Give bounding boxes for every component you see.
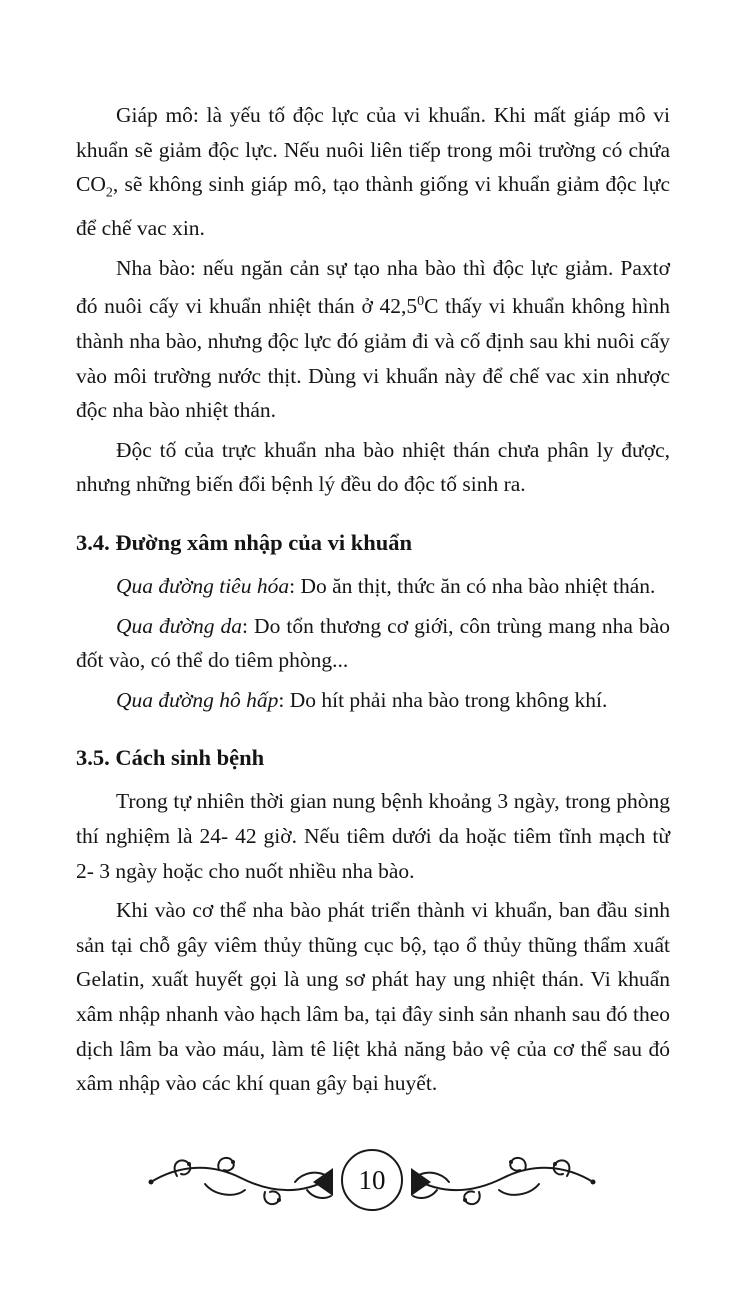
paragraph-giap-mo bbox=[76, 98, 670, 246]
paragraph-text: : Do tổn thương cơ giới, côn trùng mang nha bào đốt vào, có thể do tiêm phòng... bbox=[76, 613, 670, 673]
paragraph-text: Nha bào: nếu ngăn cản sự tạo nha bào thì độc lực giảm. Paxtơ đó nuôi cấy vi khuẩn nhiệt thán ở 42,5 bbox=[76, 255, 670, 319]
superscript-degree: 0 bbox=[417, 294, 425, 310]
subscript-co2: 2 bbox=[105, 185, 113, 201]
paragraph-text: : Do hít phải nha bào trong không khí. bbox=[278, 687, 608, 712]
paragraph-route-da bbox=[76, 609, 670, 678]
section-heading-3-4: 3.4. Đường xâm nhập của vi khuẩn bbox=[76, 529, 413, 555]
paragraph-doc-to: Độc tố của trực khuẩn nha bào nhiệt thán chưa phân ly được, nhưng những biến đổi bệnh lý đều do độc tố sinh ra. bbox=[76, 437, 670, 497]
paragraph-text: , sẽ không sinh giáp mô, tạo thành giống vi khuẩn giảm độc lực để chế vac xin. bbox=[76, 172, 670, 241]
paragraph-text: C thấy vi khuẩn không hình thành nha bào, nhưng độc lực đó giảm đi và cố định sau khi nuôi cấy vào môi trường nước thịt. Dùng vi khuẩn này để chế vac xin nhược độc nha bào nhiệt thán. bbox=[76, 294, 670, 423]
paragraph-text: Giáp mô: là yếu tố độc lực của vi khuẩn. Khi mất giáp mô vi khuẩn sẽ giảm độc lực. Nếu nuôi liên tiếp trong môi trường có chứa CO bbox=[76, 103, 670, 197]
page-footer bbox=[0, 1148, 744, 1212]
paragraph-route-tieu-hoa bbox=[76, 569, 670, 604]
page-number: 10 bbox=[358, 1164, 386, 1195]
paragraph-sinh-benh-1: Trong tự nhiên thời gian nung bệnh khoảng 3 ngày, trong phòng thí nghiệm là 24- 42 giờ. Nếu tiêm dưới da hoặc tiêm tĩnh mạch từ 2- 3 ngày hoặc cho nuốt nhiều nha bào. bbox=[76, 789, 670, 883]
footer-ornament-right-icon bbox=[407, 1148, 597, 1212]
section-heading-3-5: 3.5. Cách sinh bệnh bbox=[76, 745, 265, 771]
route-lead-ho-hap: Qua đường hô hấp bbox=[116, 687, 279, 712]
paragraph-route-ho-hap bbox=[76, 683, 670, 718]
route-lead-tieu-hoa: Qua đường tiêu hóa bbox=[116, 573, 290, 598]
page-number-badge bbox=[341, 1149, 403, 1211]
paragraph-text: : Do ăn thịt, thức ăn có nha bào nhiệt thán. bbox=[289, 573, 656, 598]
paragraph-nha-bao bbox=[76, 251, 670, 428]
paragraph-sinh-benh-2: Khi vào cơ thể nha bào phát triển thành vi khuẩn, ban đầu sinh sản tại chỗ gây viêm thủy thũng cục bộ, tạo ổ thủy thũng thẩm xuất Gelatin, xuất huyết gọi là ung sơ phát hay ung nhiệt thán. Vi khuẩn xâm nhập nhanh vào hạch lâm ba, tại đây sinh sản nhanh sau đó theo dịch lâm ba vào máu, làm tê liệt khả năng bảo vệ của cơ thể sau đó xâm nhập vào các khí quan gây bại huyết. bbox=[76, 898, 670, 1096]
route-lead-da: Qua đường da bbox=[116, 613, 243, 638]
footer-ornament-left-icon bbox=[147, 1148, 337, 1212]
